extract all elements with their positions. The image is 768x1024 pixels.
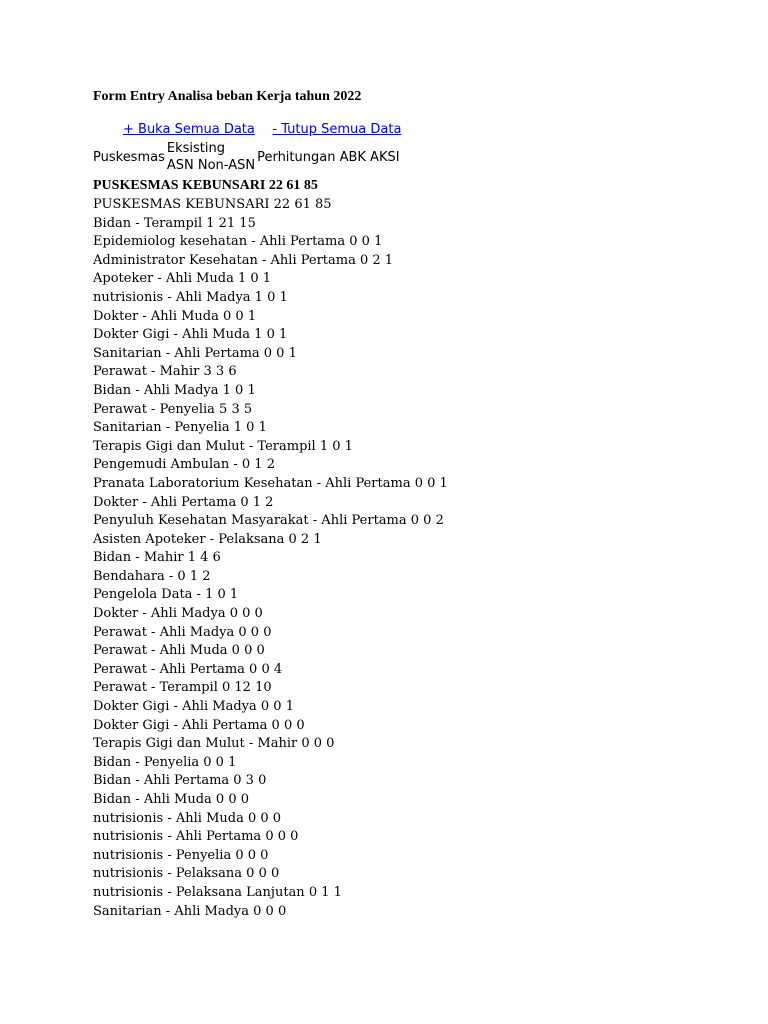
list-item: Perawat - Ahli Pertama 0 0 4 xyxy=(93,661,283,677)
list-item: Sanitarian - Penyelia 1 0 1 xyxy=(93,420,267,436)
list-item: Bidan - Penyelia 0 0 1 xyxy=(93,754,237,770)
data-rows xyxy=(93,196,448,921)
list-item: Apoteker - Ahli Muda 1 0 1 xyxy=(93,271,272,287)
list-item: Pranata Laboratorium Kesehatan - Ahli Pertama 0 0 1 xyxy=(93,475,448,491)
header-perhitungan: Perhitungan ABK AKSI xyxy=(257,149,400,165)
table-header xyxy=(93,140,400,174)
list-item: Administrator Kesehatan - Ahli Pertama 0 2 1 xyxy=(93,252,394,268)
list-item: Dokter Gigi - Ahli Pertama 0 0 0 xyxy=(93,717,305,733)
list-item: Bidan - Ahli Pertama 0 3 0 xyxy=(93,773,267,789)
list-item: Perawat - Terampil 0 12 10 xyxy=(93,680,272,696)
list-item: Penyuluh Kesehatan Masyarakat - Ahli Pertama 0 0 2 xyxy=(93,513,444,529)
list-item: nutrisionis - Pelaksana Lanjutan 0 1 1 xyxy=(93,884,342,900)
list-item: Perawat - Penyelia 5 3 5 xyxy=(93,401,253,417)
header-eksisting-group xyxy=(167,140,255,174)
list-item: PUSKESMAS KEBUNSARI 22 61 85 xyxy=(93,197,332,212)
list-item: Perawat - Mahir 3 3 6 xyxy=(93,364,237,380)
list-item: nutrisionis - Penyelia 0 0 0 xyxy=(93,847,269,863)
header-eksisting: Eksisting xyxy=(166,141,225,156)
list-item: Bidan - Mahir 1 4 6 xyxy=(93,550,221,566)
header-asn-non-asn: ASN Non-ASN xyxy=(166,158,256,173)
list-item: Epidemiolog kesehatan - Ahli Pertama 0 0 1 xyxy=(93,234,383,250)
expand-all-link[interactable]: + Buka Semua Data xyxy=(123,122,255,137)
list-item: Pengemudi Ambulan - 0 1 2 xyxy=(93,457,275,473)
list-item: Bidan - Ahli Muda 0 0 0 xyxy=(93,792,249,807)
list-item: Dokter - Ahli Madya 0 0 0 xyxy=(93,606,263,622)
list-item: Pengelola Data - 1 0 1 xyxy=(93,587,239,603)
list-item: Perawat - Ahli Madya 0 0 0 xyxy=(93,624,272,640)
page-title: Form Entry Analisa beban Kerja tahun 2022 xyxy=(93,89,362,104)
list-item: Asisten Apoteker - Pelaksana 0 2 1 xyxy=(93,531,322,547)
list-item: Sanitarian - Ahli Pertama 0 0 1 xyxy=(93,345,297,361)
list-item: nutrisionis - Pelaksana 0 0 0 xyxy=(93,866,280,882)
header-puskesmas: Puskesmas xyxy=(93,149,165,165)
list-item: Bendahara - 0 1 2 xyxy=(93,568,211,584)
toggle-links xyxy=(123,122,415,138)
list-item: Perawat - Ahli Muda 0 0 0 xyxy=(93,643,265,659)
list-item: Dokter Gigi - Ahli Muda 1 0 1 xyxy=(93,327,288,343)
list-item: Dokter - Ahli Muda 0 0 1 xyxy=(93,308,257,324)
list-item: nutrisionis - Ahli Madya 1 0 1 xyxy=(93,289,288,305)
list-item: nutrisionis - Ahli Pertama 0 0 0 xyxy=(93,829,299,845)
facility-heading: PUSKESMAS KEBUNSARI 22 61 85 xyxy=(93,178,318,193)
list-item: Dokter - Ahli Pertama 0 1 2 xyxy=(93,494,274,510)
list-item: nutrisionis - Ahli Muda 0 0 0 xyxy=(93,810,282,826)
list-item: Bidan - Ahli Madya 1 0 1 xyxy=(93,382,256,398)
list-item: Terapis Gigi dan Mulut - Mahir 0 0 0 xyxy=(93,736,335,752)
collapse-all-link[interactable]: - Tutup Semua Data xyxy=(272,122,402,137)
list-item: Terapis Gigi dan Mulut - Terampil 1 0 1 xyxy=(93,438,353,454)
list-item: Dokter Gigi - Ahli Madya 0 0 1 xyxy=(93,699,294,715)
list-item: Sanitarian - Ahli Madya 0 0 0 xyxy=(93,903,287,919)
list-item: Bidan - Terampil 1 21 15 xyxy=(93,215,256,231)
